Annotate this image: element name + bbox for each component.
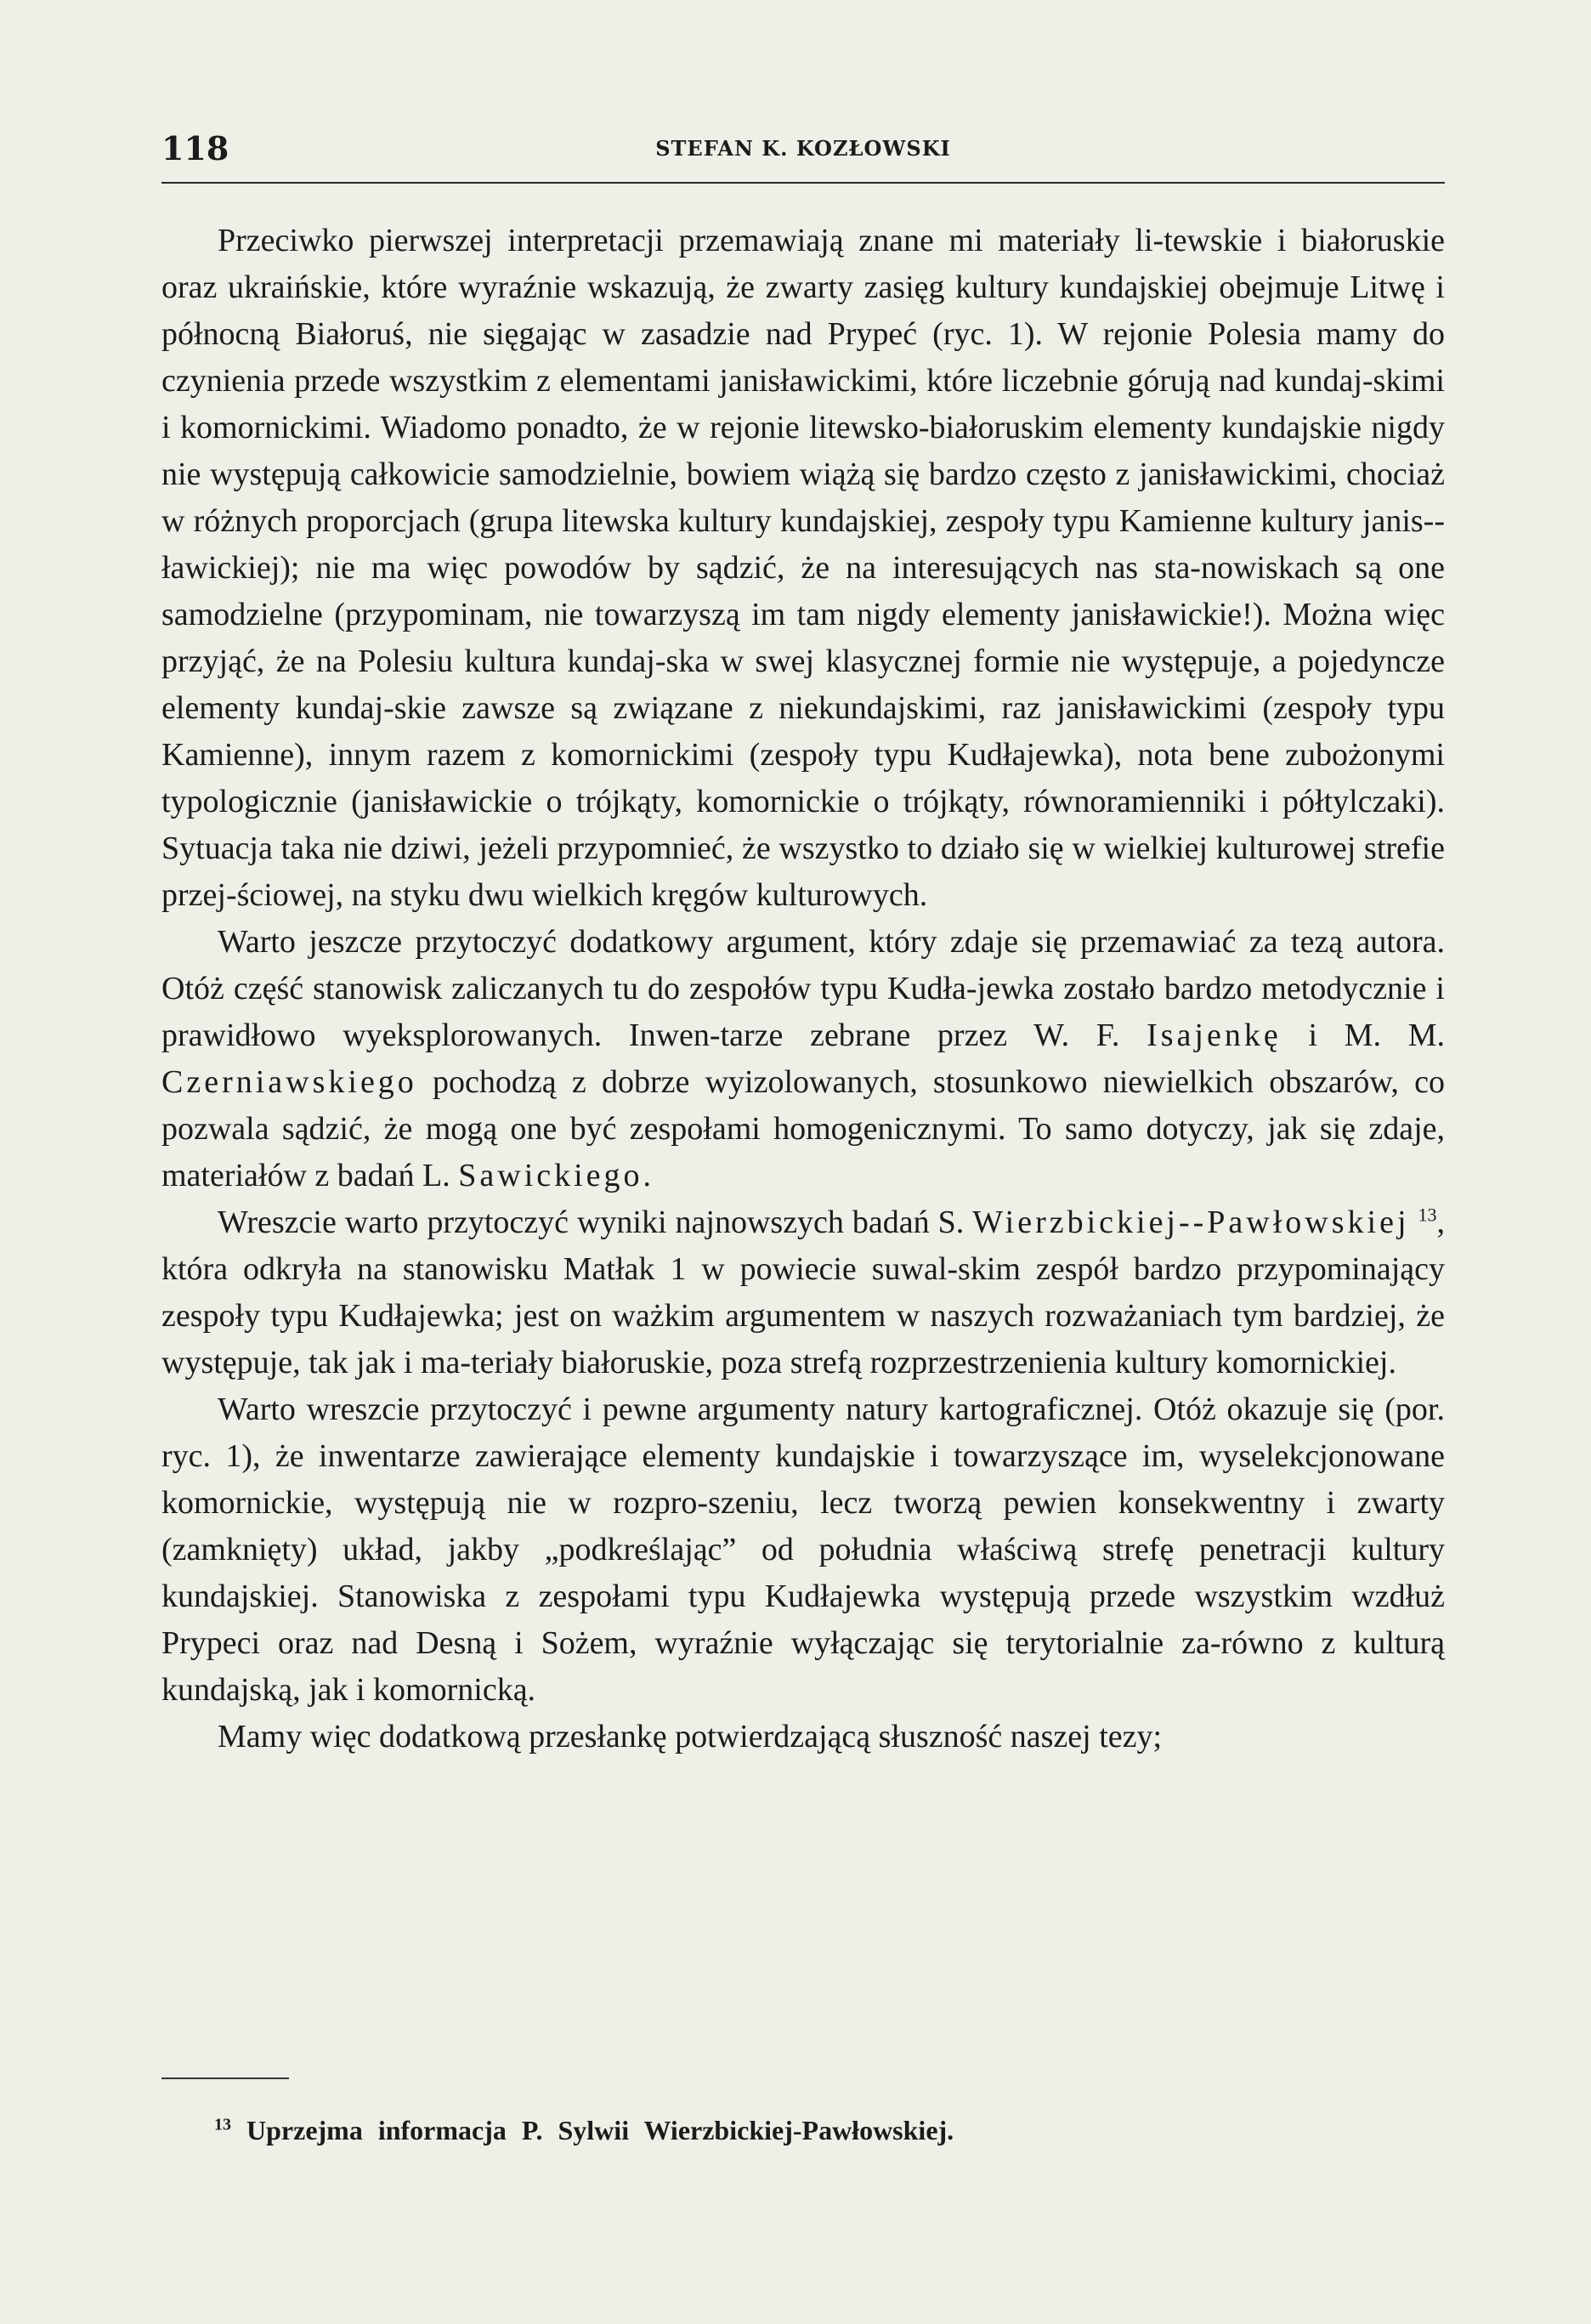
paragraph-2: Warto jeszcze przytoczyć dodatkowy argument, który zdaje się przemawiać za tezą autora. Otóż część stanowisk zaliczanych tu do zespołów typu Kudła-jewka zostało bardzo metodycznie i prawidłowo wyeksplorowanych. Inwen-tarze zebrane przez W. F. Isajenkę i M. M. Czerniawskiego pochodzą z dobrze wyizolowanych, stosunkowo niewielkich obszarów, co pozwala sądzić, że mogą one być zespołami homogenicznymi. To samo dotyczy, jak się zdaje, materiałów z badań L. Sawickiego.	[161, 924, 1446, 1193]
spaced-name: Czerniawskiego	[161, 1064, 417, 1100]
header-rule	[161, 182, 1445, 184]
paragraph-1: Przeciwko pierwszej interpretacji przemawiają znane mi materiały li-tewskie i białoruskie oraz ukraińskie, które wyraźnie wskazują, że zwarty zasięg kultury kundajskiej obejmuje Litwę i północną Białoruś, nie sięgając w zasadzie nad Prypeć (ryc. 1). W rejonie Polesia mamy do czynienia przede wszystkim z elementami janisławickimi, które liczebnie górują nad kundaj-skimi i komornickimi. Wiadomo ponadto, że w rejonie litewsko-białoruskim elementy kundajskie nigdy nie występują całkowicie samodzielnie, bowiem wiążą się bardzo często z janisławickimi, chociaż w różnych proporcjach (grupa litewska kultury kundajskiej, zespoły typu Kamienne kultury janis-ławickiej); nie ma więc powodów by sądzić, że na interesujących nas sta-nowiskach są one samodzielne (przypominam, nie towarzyszą im tam nigdy elementy janisławickie!). Można więc przyjąć, że na Polesiu kultura kundaj-ska w swej klasycznej formie nie występuje, a pojedyncze elementy kundaj-skie zawsze są związane z niekundajskimi, raz janisławickimi (zespoły typu Kamienne), innym razem z komornickimi (zespoły typu Kudłajewka), nota bene zubożonymi typologicznie (janisławickie o trójkąty, komornickie o trójkąty, równoramienniki i półtylczaki). Sytuacja taka nie dziwi, jeżeli przypomnieć, że wszystko to działo się w wielkiej kulturowej strefie przej-ściowej, na styku dwu wielkich kręgów kulturowych.	[161, 223, 1445, 913]
running-head: STEFAN K. KOZŁOWSKI	[655, 136, 951, 161]
paragraph-5: Mamy więc dodatkową przesłankę potwierdzającą słuszność naszej tezy;	[218, 1719, 1163, 1754]
page-number: 118	[161, 129, 229, 167]
footnote-reference: 13	[1418, 1204, 1437, 1226]
paragraph-4: Warto wreszcie przytoczyć i pewne argumenty natury kartograficznej. Otóż okazuje się (por. ryc. 1), że inwentarze zawierające elementy kundajskie i towarzyszące im, wyselekcjonowane komornickie, występują nie w rozpro-szeniu, lecz tworzą pewien konsekwentny i zwarty (zamknięty) układ, jakby „podkreślając” od południa właściwą strefę penetracji kultury kundajskiej. Stanowiska z zespołami typu Kudłajewka występują przede wszystkim wzdłuż Prypeci oraz nad Desną i Sożem, wyraźnie wyłączając się terytorialnie za-równo z kulturą kundajską, jak i komornicką.	[161, 1392, 1445, 1708]
footnote-rule	[161, 2077, 289, 2079]
main-text	[161, 218, 1445, 1760]
spaced-name: Sawickiego	[458, 1158, 643, 1193]
spaced-name: Isajenkę	[1147, 1017, 1282, 1053]
spaced-name: Wierzbickiej--Pawłowskiej	[972, 1205, 1410, 1240]
paragraph-3: Wreszcie warto przytoczyć wyniki najnowszych badań S. Wierzbickiej--Pawłowskiej $^{13}$, która odkryła na stanowisku Matłak 1 w powiecie suwal-skim zespół bardzo przypominający zespoły typu Kudłajewka; jest on ważkim argumentem w naszych rozważaniach tym bardziej, że występuje, tak jak i ma-teriały białoruskie, poza strefą rozprzestrzenienia kultury komornickiej.	[161, 1204, 1446, 1380]
footnote-text: Uprzejma informacja P. Sylwii Wierzbickiej-Pawłowskiej.	[246, 2115, 954, 2145]
footnote-marker: 13	[214, 2115, 231, 2134]
footnote	[214, 2115, 1404, 2146]
page-header	[161, 129, 1445, 168]
